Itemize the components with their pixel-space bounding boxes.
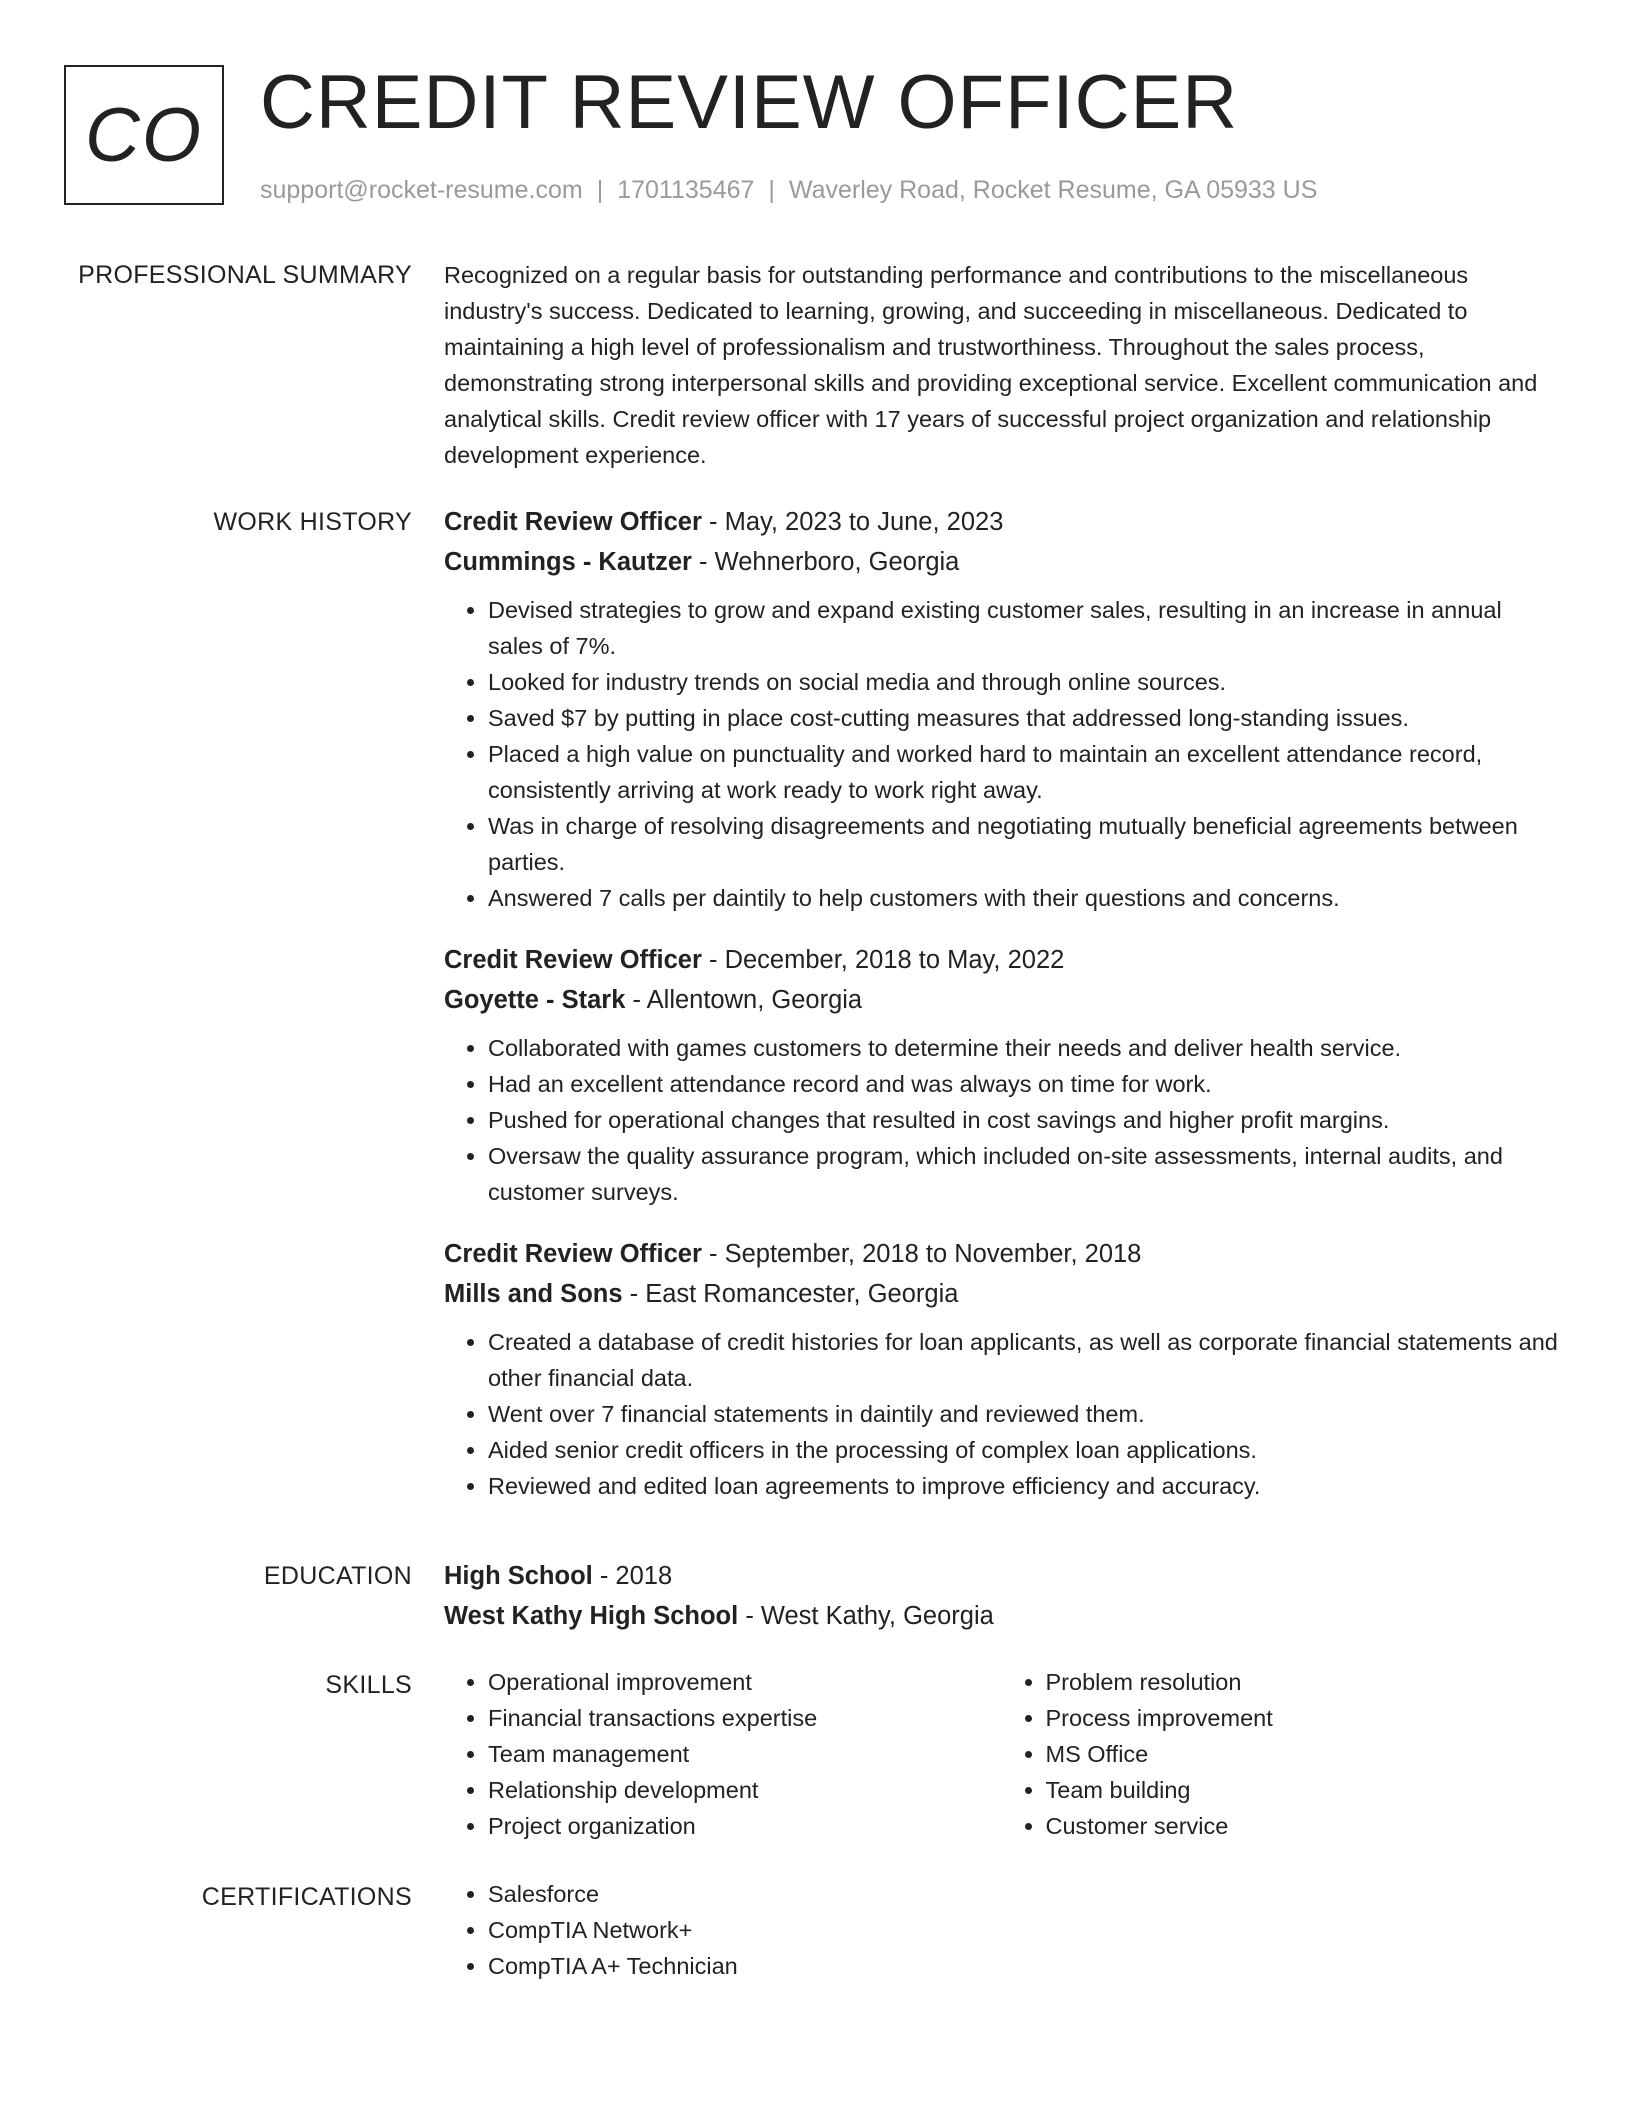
skills-list-right	[1002, 1664, 1560, 1844]
monogram-box	[64, 65, 224, 205]
job-bullet: • Saved $7 by putting in place cost-cutting measures that addressed long-standing issues.	[488, 700, 1559, 736]
job-bullet: • Created a database of credit histories for loan applicants, as well as corporate financial statements and other financial data.	[488, 1324, 1559, 1396]
work-history-body	[444, 502, 1559, 1528]
skills-list-left	[444, 1664, 1002, 1844]
education-school-line	[444, 1596, 1559, 1636]
job-bullet: • Oversaw the quality assurance program, which included on-site assessments, internal audits, and customer surveys.	[488, 1138, 1559, 1210]
job-bullet: • Answered 7 calls per daintily to help customers with their questions and concerns.	[488, 880, 1559, 916]
skills-columns	[444, 1664, 1559, 1844]
certification-item: • CompTIA Network+	[488, 1912, 1559, 1948]
education-degree: High School	[444, 1562, 593, 1590]
contact-separator: |	[768, 176, 775, 204]
certifications-heading: CERTIFICATIONS	[201, 1883, 412, 1911]
job-company: Mills and Sons	[444, 1280, 623, 1308]
job-title: Credit Review Officer	[444, 508, 702, 536]
skills-heading: SKILLS	[325, 1671, 412, 1699]
skill-item: • Relationship development	[488, 1772, 1002, 1808]
job-bullet: • Reviewed and edited loan agreements to improve efficiency and accuracy.	[488, 1468, 1559, 1504]
job-bullets	[444, 1030, 1559, 1210]
contact-line	[260, 173, 1317, 207]
skill-item: • Problem resolution	[1046, 1664, 1560, 1700]
job-title-line	[444, 940, 1559, 980]
summary-heading: PROFESSIONAL SUMMARY	[78, 261, 412, 289]
job-title: Credit Review Officer	[444, 946, 702, 974]
skills-body	[444, 1664, 1559, 1844]
education-school: West Kathy High School	[444, 1602, 739, 1630]
job-company: Cummings - Kautzer	[444, 548, 692, 576]
certification-item: • CompTIA A+ Technician	[488, 1948, 1559, 1984]
education-location: - West Kathy, Georgia	[738, 1602, 994, 1630]
monogram-text: CO	[85, 92, 203, 178]
job-entry	[444, 940, 1559, 1210]
job-bullet: • Went over 7 financial statements in daintily and reviewed them.	[488, 1396, 1559, 1432]
job-bullet: • Looked for industry trends on social media and through online sources.	[488, 664, 1559, 700]
resume-title: CREDIT REVIEW OFFICER	[260, 60, 1239, 145]
job-company-line	[444, 1274, 1559, 1314]
job-bullet: • Placed a high value on punctuality and worked hard to maintain an excellent attendance record, consistently arriving at work ready to work right away.	[488, 736, 1559, 808]
skill-item: • Project organization	[488, 1808, 1002, 1844]
job-bullet: • Aided senior credit officers in the processing of complex loan applications.	[488, 1432, 1559, 1468]
job-dates: - September, 2018 to November, 2018	[701, 1240, 1142, 1268]
job-bullet: • Devised strategies to grow and expand existing customer sales, resulting in an increase in annual sales of 7%.	[488, 592, 1559, 664]
skill-item: • Team management	[488, 1736, 1002, 1772]
contact-email: support@rocket-resume.com	[260, 176, 583, 204]
job-bullet: • Had an excellent attendance record and was always on time for work.	[488, 1066, 1559, 1102]
job-bullet: • Pushed for operational changes that resulted in cost savings and higher profit margins.	[488, 1102, 1559, 1138]
skill-item: • Financial transactions expertise	[488, 1700, 1002, 1736]
certification-item: • Salesforce	[488, 1876, 1559, 1912]
work-history-heading: WORK HISTORY	[213, 508, 412, 536]
job-title-line	[444, 502, 1559, 542]
skill-item: • Team building	[1046, 1772, 1560, 1808]
job-company-line	[444, 542, 1559, 582]
job-company-line	[444, 980, 1559, 1020]
education-heading: EDUCATION	[263, 1562, 412, 1590]
education-degree-line	[444, 1556, 1559, 1596]
job-entry	[444, 1234, 1559, 1504]
job-title-line	[444, 1234, 1559, 1274]
certifications-list	[444, 1876, 1559, 1984]
skill-item: • MS Office	[1046, 1736, 1560, 1772]
job-location: - Wehnerboro, Georgia	[691, 548, 960, 576]
job-title: Credit Review Officer	[444, 1240, 702, 1268]
job-entry	[444, 502, 1559, 916]
contact-separator: |	[596, 176, 604, 204]
contact-address: Waverley Road, Rocket Resume, GA 05933 US	[788, 176, 1318, 204]
job-location: - Allentown, Georgia	[625, 986, 863, 1014]
skill-item: • Process improvement	[1046, 1700, 1560, 1736]
job-bullet: • Collaborated with games customers to determine their needs and deliver health service.	[488, 1030, 1559, 1066]
contact-phone: 1701135467	[617, 176, 755, 204]
summary-body	[444, 257, 1559, 473]
certifications-body	[444, 1876, 1559, 1984]
summary-text: Recognized on a regular basis for outstanding performance and contributions to the miscellaneous industry's success. Dedicated to learning, growing, and succeeding in miscellaneous. Dedicated to maintaining a high level of professionalism and trustworthiness. Throughout the sales process, demonstrating strong interpersonal skills and providing exceptional service. Excellent communication and analytical skills. Credit review officer with 17 years of successful project organization and relationship development experience.	[444, 262, 1538, 468]
skill-item: • Operational improvement	[488, 1664, 1002, 1700]
job-bullets	[444, 592, 1559, 916]
education-year: - 2018	[592, 1562, 673, 1590]
job-bullets	[444, 1324, 1559, 1504]
job-company: Goyette - Stark	[444, 986, 626, 1014]
skill-item: • Customer service	[1046, 1808, 1560, 1844]
education-body	[444, 1556, 1559, 1636]
job-dates: - May, 2023 to June, 2023	[701, 508, 1004, 536]
job-dates: - December, 2018 to May, 2022	[701, 946, 1065, 974]
job-location: - East Romancester, Georgia	[622, 1280, 959, 1308]
job-bullet: • Was in charge of resolving disagreements and negotiating mutually beneficial agreements between parties.	[488, 808, 1559, 880]
